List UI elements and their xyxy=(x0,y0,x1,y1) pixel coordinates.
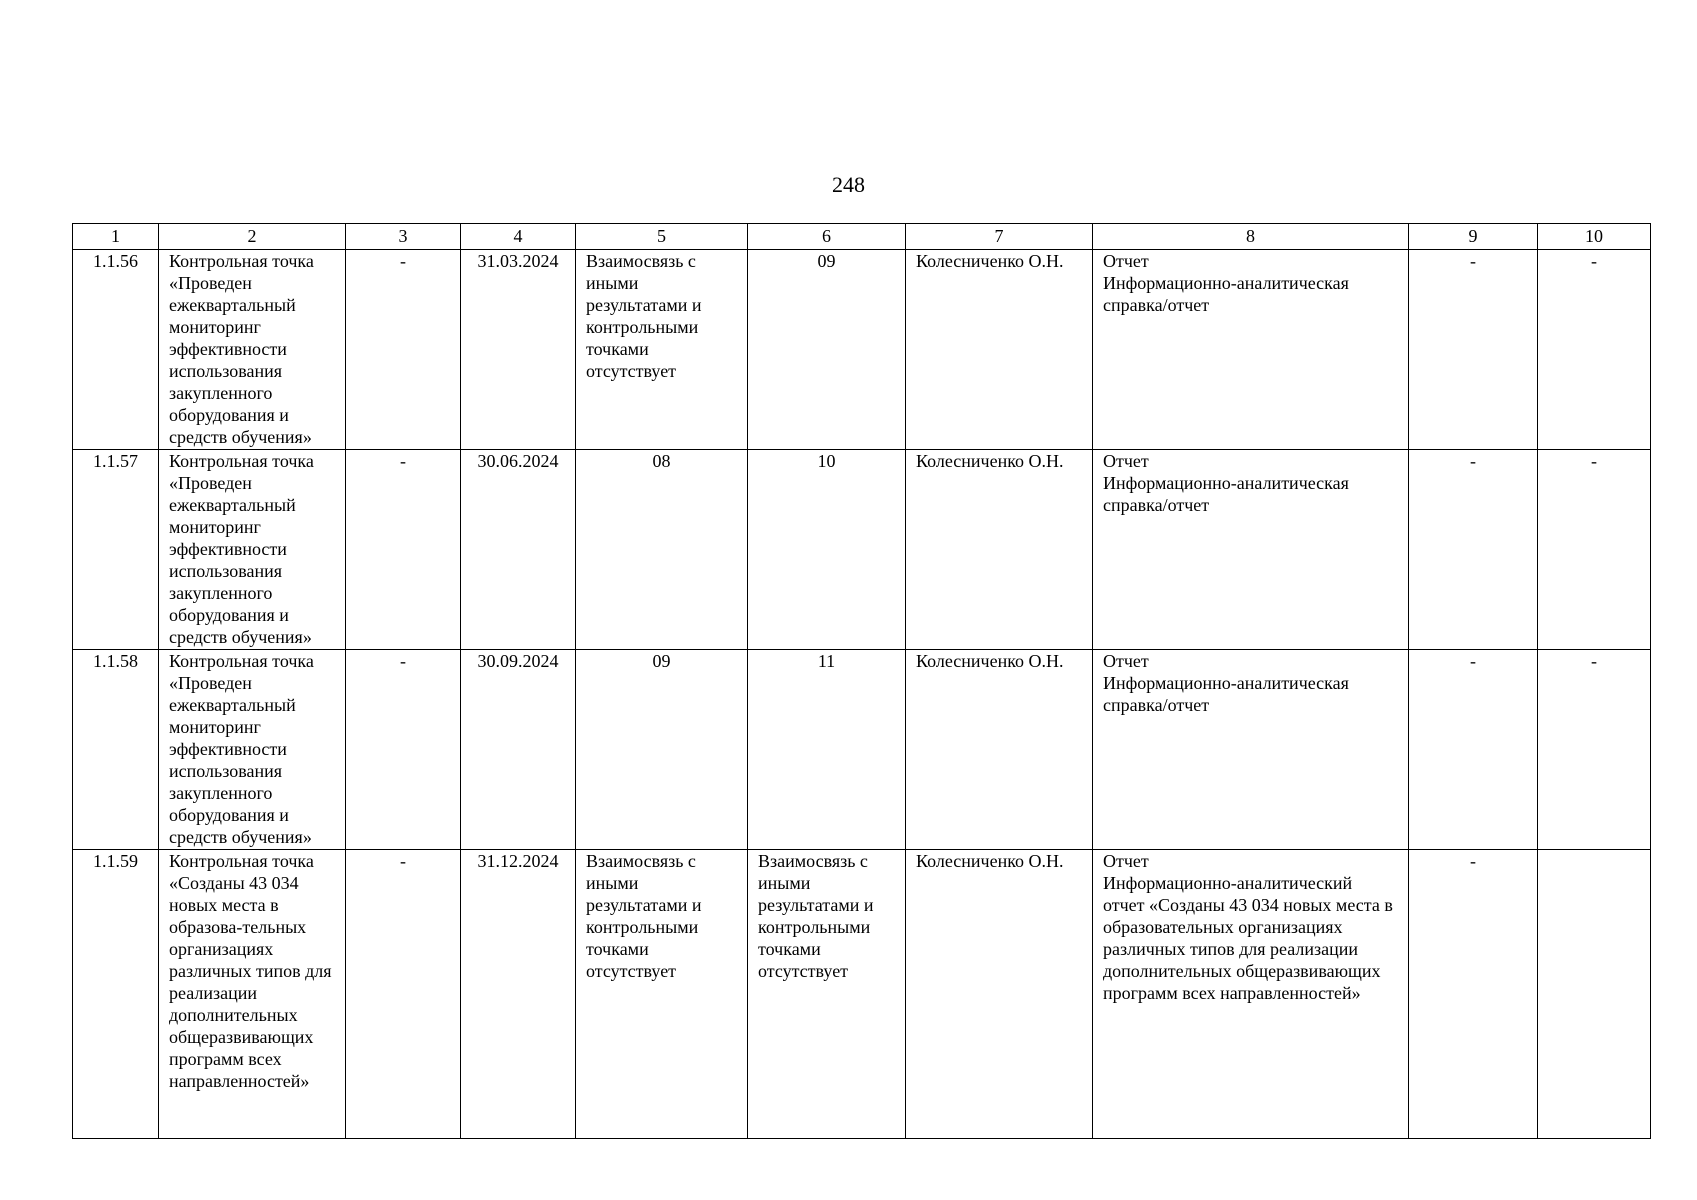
responsible-person: Колесниченко О.Н. xyxy=(906,850,1093,1139)
cell-col5: 09 xyxy=(576,650,748,850)
column-header-2: 2 xyxy=(159,224,346,250)
document-name: Информационно-аналитический отчет «Созданы 43 034 новых места в образовательных организациях различных типов для реализации дополнительных общеразвивающих программ всех направленностей» xyxy=(1103,873,1393,1003)
page-number: 248 xyxy=(832,172,865,197)
document-type: Отчет xyxy=(1103,251,1149,271)
document-cell xyxy=(1093,650,1409,850)
cell-col3: - xyxy=(346,850,461,1139)
column-header-6: 6 xyxy=(748,224,906,250)
document-name: Информационно-аналитическая справка/отчет xyxy=(1103,273,1349,315)
column-header-1: 1 xyxy=(73,224,159,250)
table-row xyxy=(73,250,1651,450)
deadline-date: 31.12.2024 xyxy=(461,850,576,1139)
cell-col9: - xyxy=(1409,650,1538,850)
column-header-7: 7 xyxy=(906,224,1093,250)
cell-col10: - xyxy=(1538,650,1651,850)
responsible-person: Колесниченко О.Н. xyxy=(906,650,1093,850)
control-point-name: Контрольная точка «Созданы 43 034 новых места в образова-тельных организациях различных типов для реализации дополнительных общеразвивающих программ всех направленностей» xyxy=(159,850,346,1139)
cell-col5: 08 xyxy=(576,450,748,650)
document-cell xyxy=(1093,250,1409,450)
control-point-name: Контрольная точка «Проведен ежеквартальный мониторинг эффективности использования закупленного оборудования и средств обучения» xyxy=(159,250,346,450)
cell-col3: - xyxy=(346,650,461,850)
table-row xyxy=(73,850,1651,1139)
cell-col6: 10 xyxy=(748,450,906,650)
column-header-4: 4 xyxy=(461,224,576,250)
cell-col6: 11 xyxy=(748,650,906,850)
cell-col3: - xyxy=(346,250,461,450)
column-header-3: 3 xyxy=(346,224,461,250)
document-name: Информационно-аналитическая справка/отчет xyxy=(1103,473,1349,515)
column-header-8: 8 xyxy=(1093,224,1409,250)
table-header-row xyxy=(73,224,1651,250)
table-row xyxy=(73,450,1651,650)
column-header-10: 10 xyxy=(1538,224,1651,250)
row-id: 1.1.57 xyxy=(73,450,159,650)
cell-col10 xyxy=(1538,850,1651,1139)
control-point-name: Контрольная точка «Проведен ежеквартальный мониторинг эффективности использования закупленного оборудования и средств обучения» xyxy=(159,650,346,850)
cell-col5: Взаимосвязь с иными результатами и контрольными точками отсутствует xyxy=(576,850,748,1139)
row-id: 1.1.56 xyxy=(73,250,159,450)
control-points-table xyxy=(72,223,1651,1139)
control-point-name: Контрольная точка «Проведен ежеквартальный мониторинг эффективности использования закупленного оборудования и средств обучения» xyxy=(159,450,346,650)
deadline-date: 30.09.2024 xyxy=(461,650,576,850)
responsible-person: Колесниченко О.Н. xyxy=(906,250,1093,450)
cell-col9: - xyxy=(1409,850,1538,1139)
column-header-5: 5 xyxy=(576,224,748,250)
responsible-person: Колесниченко О.Н. xyxy=(906,450,1093,650)
cell-col3: - xyxy=(346,450,461,650)
document-type: Отчет xyxy=(1103,651,1149,671)
table-row xyxy=(73,650,1651,850)
deadline-date: 30.06.2024 xyxy=(461,450,576,650)
cell-col9: - xyxy=(1409,250,1538,450)
cell-col10: - xyxy=(1538,250,1651,450)
document-cell xyxy=(1093,450,1409,650)
document-type: Отчет xyxy=(1103,451,1149,471)
row-id: 1.1.59 xyxy=(73,850,159,1139)
cell-col5: Взаимосвязь с иными результатами и контрольными точками отсутствует xyxy=(576,250,748,450)
document-type: Отчет xyxy=(1103,851,1149,871)
document-name: Информационно-аналитическая справка/отчет xyxy=(1103,673,1349,715)
cell-col9: - xyxy=(1409,450,1538,650)
cell-col6: Взаимосвязь с иными результатами и контрольными точками отсутствует xyxy=(748,850,906,1139)
row-id: 1.1.58 xyxy=(73,650,159,850)
cell-col6: 09 xyxy=(748,250,906,450)
column-header-9: 9 xyxy=(1409,224,1538,250)
deadline-date: 31.03.2024 xyxy=(461,250,576,450)
cell-col10: - xyxy=(1538,450,1651,650)
document-cell xyxy=(1093,850,1409,1139)
